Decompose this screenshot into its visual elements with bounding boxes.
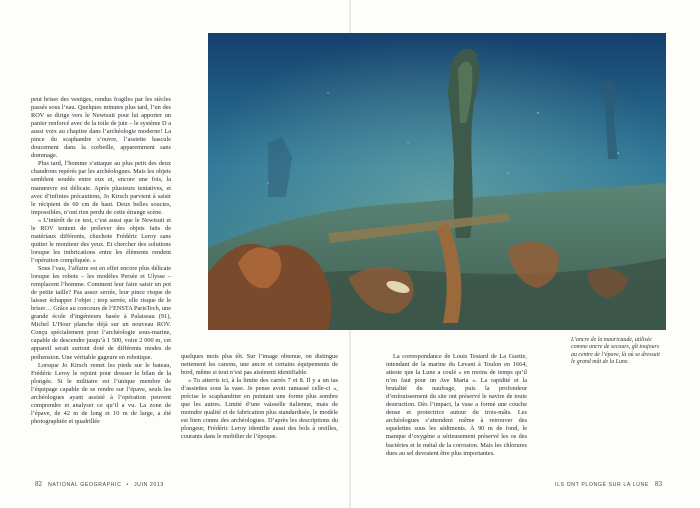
- text-column-3: [386, 353, 527, 458]
- paragraph: « Tu atterris ici, à la limite des carrés 7 et 8. Il y a un tas d’assiettes sous la vase. Je pense avoir ramassé celle-ci », précise le scaphandrier en pointant une forme plus sombre que les autres. Limité d’une vaisselle italienne, mais de moindre qualité et de fabrication plus standardisée, le modèle est bien connu des archéologues. D’après les descriptions du plongeur, Frédéric Leroy identifie aussi des bols à oreilles, courants dans le mobilier de l’époque.: [181, 377, 338, 441]
- article-title: ILS ONT PLONGÉ SUR LA LUNE: [555, 482, 649, 488]
- footer-left: [31, 480, 164, 488]
- text-column-1: [31, 96, 171, 426]
- paragraph: quelques mois plus tôt. Sur l’image obtenue, on distingue nettement les canons, une ancre et certains équipements de bord, même si tout n’est pas aisément identifiable.: [181, 353, 338, 377]
- paragraph: Plus tard, l’homme s’attaque au plus petit des deux chaudrons repérés par les archéologues. Mais les objets semblent soudés entre eux et, encore une fois, la manœuvre est délicate. Après plusieurs tentatives, et avec d’infinies précautions, Jo Kirsch parvient à saisir le récipient de 60 cm de haut. Deux belles soucies, impossibles, n’ont rien perdu de cette étrange scène.: [31, 160, 171, 216]
- text-column-2: [181, 353, 338, 442]
- footer-separator: •: [126, 482, 129, 488]
- photo-caption: L’ancre de la mauricaude, utilisée comme ancre de secours, gît toujours au centre de l’épave, là où se dressait le grand mât de la Lune.: [571, 337, 660, 365]
- page-number-left: 82: [35, 480, 42, 488]
- wreck-photo: [208, 33, 666, 330]
- paragraph: peut briser des vestiges, rendus fragiles par les siècles passés sous l’eau. Quelques minutes plus tard, l’un des ROV se dirige vers le Newtsuit pour lui apporter un panier renforcé avec de la toile de jute – le système D a aussi voix au chapitre dans l’archéologie moderne! La pince du scaphandre s’ouvre, l’assiette bascule doucement dans la corbeille, apparemment sans dommage.: [31, 96, 171, 160]
- paragraph: La correspondance de Louis Testard de La Guette, intendant de la marine du Levant à Toulon en 1664, atteste que la Lune a coulé « en moins de temps qu’il n’en faut pour un Ave Maria ». La rapidité et la brutalité du naufrage, puis la profondeur d’enfouissement du site ont préservé le navire de toute destruction. Dès l’impact, la vase a formé une couche dense et protectrice autour du trois-mâts. Les archéologues s’attendent même à retrouver des squelettes sous les sédiments. À 90 m de fond, le manque d’oxygène a sérieusement préservé les os des bactéries et le métal de la corrosion. Mais les chlorures dues au sel devraient être plus importantes.: [386, 353, 527, 457]
- footer-right: [555, 480, 666, 488]
- page-number-right: 83: [655, 480, 662, 488]
- magazine-name: NATIONAL GEOGRAPHIC: [48, 482, 122, 488]
- paragraph: Sous l’eau, l’affaire est en effet encore plus délicate lorsque les robots – les modèles Persée et Ulysse – remplacent l’homme. Comment leur faire saisir un pot de petite taille? Pas assez serrée, leur pince risque de laisser échapper l’objet ; trop serrée, elle risque de le briser… Grâce au concours de l’ENSTA ParisTech, une grande école d’ingénieurs basée à Palaiseau (91), Michel L’Hour planche déjà sur un nouveau ROV. Conçu spécialement pour l’archéologie sous-marine, capable de descendre jusqu’à 1 500, voire 2 000 m, cet appareil serait surtout doté de différents modes de préhension. Une véritable gageure en robotique.: [31, 264, 171, 361]
- paragraph: « L’intérêt de ce test, c’est aussi que le Newtsuit et le ROV tentent de prélever des objets faits de matériaux différents, chuchote Frédéric Leroy sans quitter le moniteur des yeux. Et chercher des solutions lorsque les imbrications entre les éléments rendent l’opération compliquée. »: [31, 216, 171, 264]
- issue-date: JUIN 2013: [133, 482, 164, 488]
- paragraph: Lorsque Jo Kirsch remet les pieds sur le bateau, Frédéric Leroy le rejoint pour dresser le bilan de la plongée. Si le militaire est l’unique membre de l’équipage capable de se rendre sur l’épave, seuls les archéologues ayant assisté à l’opération peuvent comprendre et analyser ce qu’il a vu. La zone de l’épave, de 42 m de long et 10 m de large, a été photographiée et quadrillée: [31, 361, 171, 425]
